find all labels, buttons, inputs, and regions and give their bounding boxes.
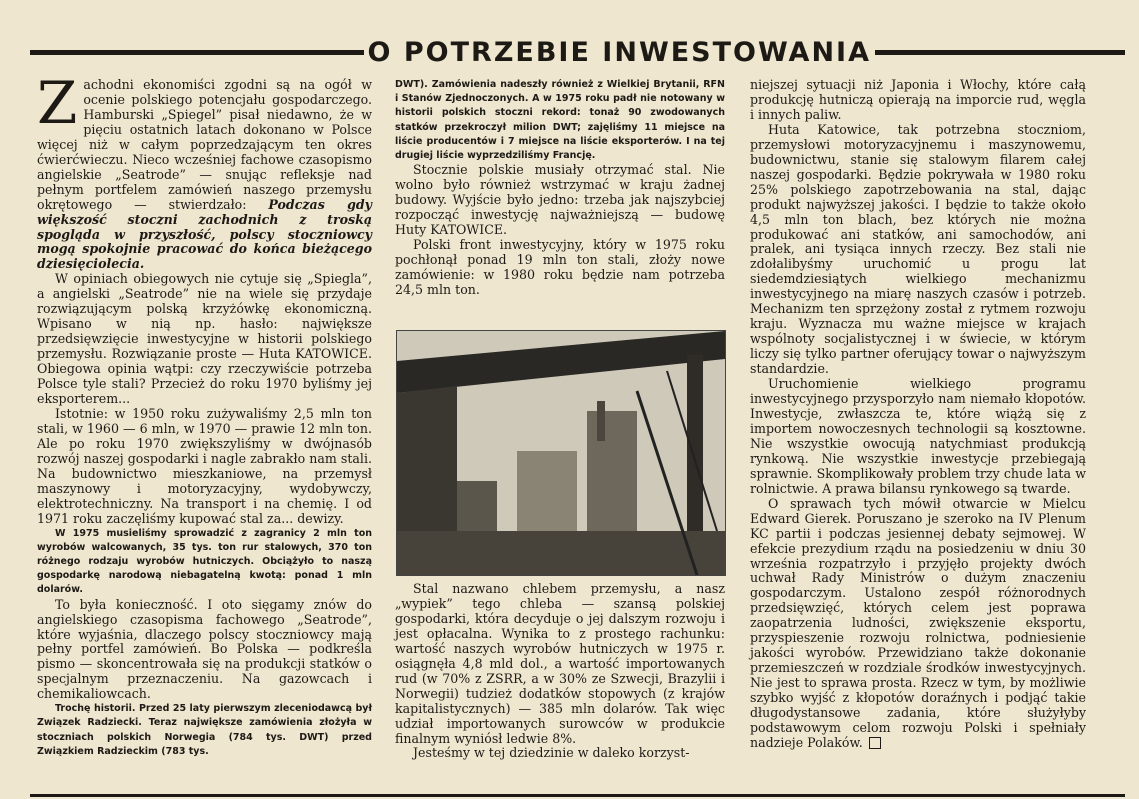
bottom-rule (30, 794, 1125, 797)
paragraph: To była konieczność. I oto sięgamy znów do angielskiego czasopisma fachowego „Seatrode”, które wyjaśnia, dlaczego polscy stoczniowcy mają pełny portfel zamówień. Bo Polska — podkreśla pismo — skoncentrowała się na produkcji statków o specjalnym przeznaczeniu. Na gazowcach i chemikaliowcach. (37, 596, 372, 702)
paragraph: niejszej sytuacji niż Japonia i Włochy, które całą produkcję hutniczą opierają na imporcie rud, węgla i innych paliw. (750, 77, 1086, 122)
paragraph-small: Trochę historii. Przed 25 laty pierwszym zleceniodawcą był Związek Radziecki. Teraz największe zamówienia złożyła w stoczniach polskich Norwegia (784 tys. DWT) przed Związkiem Radzieckim (783 tys. (37, 703, 372, 757)
paragraph: W opiniach obiegowych nie cytuje się „Spiegla”, a angielski „Seatrode” nie na wiele się przydaje rozwiązującym polską krzyżówkę ekonomiczną. Wpisano w nią np. hasło: największe przedsięwzięcie inwestycyjne w historii polskiego przemysłu. Rozwiązanie proste — Huta KATOWICE. Obiegowa opinia wątpi: czy rzeczywiście potrzeba Polsce tyle stali? Przecież do roku 1970 byliśmy jej eksporterem... (37, 271, 372, 407)
paragraph: Polski front inwestycyjny, który w 1975 roku pochłonął ponad 19 mln ton stali, złoży nowe zamówienie: w 1980 roku będzie nam potrzeba 24,5 mln ton. (395, 236, 725, 297)
article-headline: O POTRZEBIE INWESTOWANIA (367, 36, 871, 68)
paragraph: Uruchomienie wielkiego programu inwestycyjnego przysporzyło nam niemało kłopotów. Inwestycje, zwłaszcza te, które wiążą się z importem nowoczesnych technologii są kosztowne. Nie wszystkie owocują natychmiast produkcją rynkową. Nie wszystkie inwestycje przebiegają sprawnie. Skomplikowały problem trzy chude lata w rolnictwie. A prawa bilansu rynkowego są twarde. (750, 376, 1086, 496)
column-1 (37, 69, 372, 759)
paragraph (750, 497, 1086, 751)
steelworks-photo-illustration (397, 331, 725, 575)
steelworks-photo (396, 330, 726, 576)
paragraph (37, 69, 372, 272)
end-mark-icon (869, 737, 881, 749)
column-2 (395, 78, 725, 298)
paragraph: Stocznie polskie musiały otrzymać stal. Nie wolno było również wstrzymać w kraju żadnej budowy. Wyjście było jedno: trzeba jak najszybciej rozpocząć inwestycję najważniejszą — budowę Huty KATOWICE. (395, 162, 725, 238)
paragraph-small: DWT). Zamówienia nadeszły również z Wielkiej Brytanii, RFN i Stanów Zjednoczonych. A w 1975 roku padł nie notowany w historii polskich stoczni rekord: tonaż 90 zwodowanych statków przekroczył milion DWT; zajęliśmy 11 miejsce na liście producentów i 7 miejsce na liście eksporterów. I na tej drugiej liście wyprzedziliśmy Francję. (395, 79, 725, 162)
column-2-lower (395, 582, 725, 761)
paragraph: Stal nazwano chlebem przemysłu, a nasz „wypiek” tego chleba — szansą polskiej gospodarki, która decyduje o jej dalszym rozwoju i jest opłacalna. Wynika to z prostego rachunku: wartość naszych wyrobów hutniczych w 1975 r. osiągnęła 4,8 mld dol., a wartość importowanych rud (w 70% z ZSRR, a w 30% ze Szwecji, Brazylii i Norwegii) tudzież dodatków stopowych (z krajów kapitalistycznych) — 385 mln dolarów. Tak więc udział importowanych surowców w produkcie finalnym wyniósł ledwie 8%. (395, 581, 725, 746)
paragraph-text: O sprawach tych mówił otwarcie w Mielcu Edward Gierek. Poruszano je szeroko na IV Plenum KC partii i podczas jesiennej debaty sejmowej. W efekcie prezydium rządu na posiedzeniu w dniu 30 września rozpatrzyło i przyjęło projekty dwóch uchwał Rady Ministrów o dużym znaczeniu gospodarczym. Ustalono zespół różnorodnych przedsięwzięć, których celem jest poprawa zaopatrzenia ludności, zwiększenie eksportu, przyspieszenie rozwoju rolnictwa, podniesienie jakości wyrobów. Przewidziano także dokonanie przemieszczeń w rozdziale środków inwestycyjnych. Nie jest to sprawa prosta. Rzecz w tym, by możliwie szybko wyjść z kłopotów doraźnych i podjąć takie długodystansowe zadania, które służyłyby podstawowym celom rozwoju Polski i spełniały nadzieje Polaków. (750, 495, 1086, 750)
paragraph: Istotnie: w 1950 roku zużywaliśmy 2,5 mln ton stali, w 1960 — 6 mln, w 1970 — prawie 12 mln ton. Ale po roku 1970 zwiększyliśmy w dwójnasób rozwój naszej gospodarki i nagle zabrakło nam stali. Na budownictwo mieszkaniowe, na przemysł maszynowy i motoryzacyjny, wydobywczy, elektrotechniczny. Na transport i na chemię. I od 1971 roku zaczęliśmy kupować stal za... dewizy. (37, 405, 372, 526)
column-3 (750, 78, 1086, 751)
headline-row (30, 38, 1125, 66)
quote-italic: Podczas gdy większość stoczni zachodnich z troską spogląda w przyszłość, polscy stoczniowcy mogą spokojnie pracować do końca bieżącego dziesięciolecia. (37, 196, 372, 272)
drop-cap: Z (37, 69, 78, 137)
paragraph: Huta Katowice, tak potrzebna stoczniom, przemysłowi motoryzacyjnemu i maszynowemu, budownictwu, stanie się stalowym filarem całej naszej gospodarki. Będzie pokrywała w 1980 roku 25% polskiego zapotrzebowania na stal, dając produkt najwyższej jakości. I będzie to także około 4,5 mln ton blach, bez których nie można produkować ani statków, ani samochodów, ani pralek, ani tysiąca innych rzeczy. Bez stali nie zdołalibyśmy uruchomić u progu lat siedemdziesiątych wielkiego mechanizmu inwestycyjnego na miarę naszych czasów i potrzeb. Mechanizm ten sprzężony został z rytmem rozwoju kraju. Wyznacza mu ważne miejsce w krajach wspólnoty socjalistycznej i w świecie, w którym liczy się tylko partner oferujący towar o najwyższym standardzie. (750, 121, 1086, 377)
headline-rule-right (875, 50, 1125, 55)
paragraph-small: W 1975 musieliśmy sprowadzić z zagranicy 2 mln ton wyrobów walcowanych, 35 tys. ton rur stalowych, 370 ton różnego rodzaju wyrobów hutniczych. Obciążyło to naszą gospodarkę narodową niebagatelną kwotą: ponad 1 mln dolarów. (37, 527, 372, 596)
headline-rule-left (30, 50, 364, 55)
paragraph: Jesteśmy w tej dziedzinie w daleko korzyst- (413, 745, 690, 761)
paragraph-text: achodni ekonomiści zgodni są na ogół w ocenie polskiego potencjału gospodarczego. Hamburski „Spiegel” pisał niedawno, że w pięciu ostatnich latach dokonano w Polsce więcej niż w całym poprzedzającym ten okres ćwierćwieczu. Nieco wcześniej fachowe czasopismo angielskie „Seatrode” — snując refleksje nad pełnym portfelem zamówień naszego przemysłu okrętowego — stwierdzało: (37, 77, 372, 212)
